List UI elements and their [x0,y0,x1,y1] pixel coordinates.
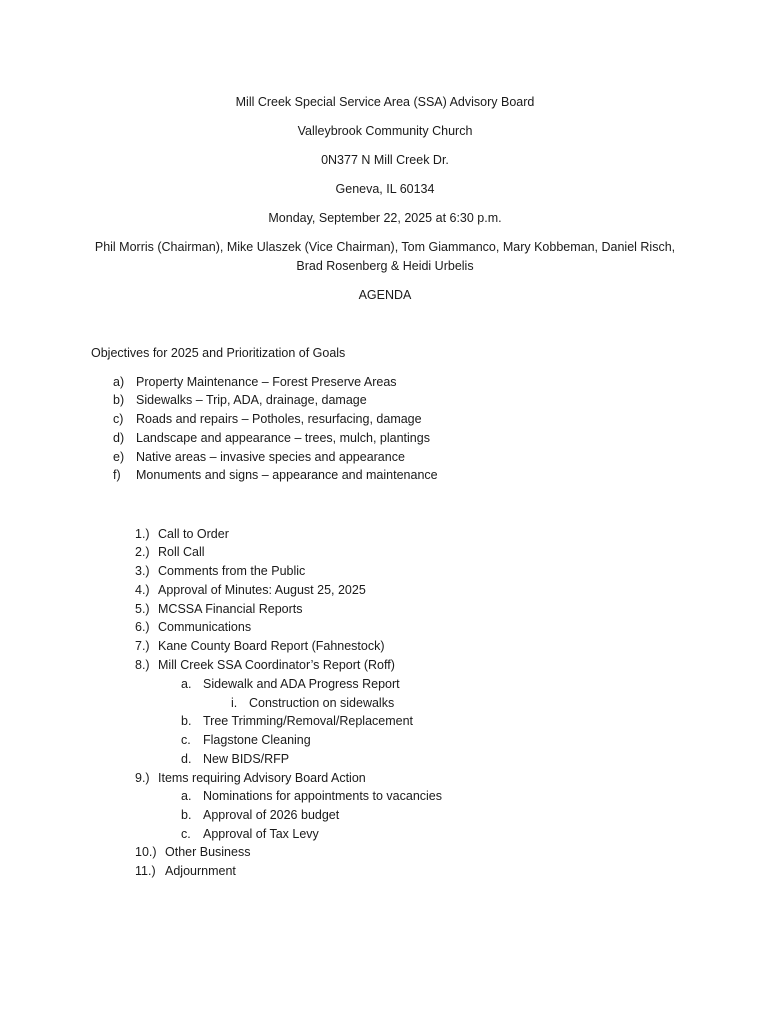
list-item-text: Roads and repairs – Potholes, resurfacing, damage [136,412,422,426]
venue-address: 0N377 N Mill Creek Dr. [321,153,449,167]
agenda-marker: 1.) [135,527,150,541]
agenda-marker: 3.) [135,564,150,578]
agenda-marker: 6.) [135,620,150,634]
agenda-marker: c. [181,733,191,747]
list-marker: b) [113,393,125,407]
agenda-marker: a. [181,789,192,803]
agenda-item-text: Approval of Tax Levy [203,827,319,841]
agenda-title: AGENDA [358,288,412,302]
list-marker: f) [113,468,121,482]
agenda-marker: 11.) [135,864,156,878]
agenda-marker: 2.) [135,545,150,559]
agenda-marker: b. [181,714,192,728]
board-members-line-1: Phil Morris (Chairman), Mike Ulaszek (Vice Chairman), Tom Giammanco, Mary Kobbeman, Daniel Risch, [94,240,676,254]
agenda-marker: 4.) [135,583,150,597]
list-marker: e) [113,450,125,464]
agenda-item-text: Construction on sidewalks [249,696,395,710]
meeting-datetime: Monday, September 22, 2025 at 6:30 p.m. [268,211,502,225]
agenda-item-text: Communications [158,620,252,634]
agenda-marker: d. [181,752,192,766]
agenda-item-text: Tree Trimming/Removal/Replacement [203,714,414,728]
list-item-text: Property Maintenance – Forest Preserve Areas [136,375,397,389]
agenda-marker: b. [181,808,192,822]
agenda-marker: 8.) [135,658,150,672]
list-marker: c) [113,412,124,426]
agenda-item-text: Nominations for appointments to vacancies [203,789,443,803]
agenda-item-text: New BIDS/RFP [203,752,290,766]
agenda-marker: 7.) [135,639,150,653]
agenda-item-text: Approval of Minutes: August 25, 2025 [158,583,366,597]
agenda-item-text: Other Business [165,845,251,859]
list-marker: a) [113,375,125,389]
agenda-marker: c. [181,827,191,841]
agenda-item-text: Adjournment [165,864,236,878]
agenda-item-text: Items requiring Advisory Board Action [158,771,366,785]
agenda-item-text: Flagstone Cleaning [203,733,311,747]
board-members-line-2: Brad Rosenberg & Heidi Urbelis [296,259,474,273]
agenda-item-text: Roll Call [158,545,205,559]
agenda-item-text: Comments from the Public [158,564,306,578]
list-item-text: Native areas – invasive species and appearance [136,450,405,464]
venue-name: Valleybrook Community Church [297,124,473,138]
agenda-marker: 9.) [135,771,150,785]
agenda-marker: 5.) [135,602,150,616]
agenda-marker: a. [181,677,192,691]
agenda-item-text: MCSSA Financial Reports [158,602,303,616]
agenda-item-text: Approval of 2026 budget [203,808,340,822]
list-marker: d) [113,431,125,445]
list-item-text: Landscape and appearance – trees, mulch, plantings [136,431,430,445]
list-item-text: Sidewalks – Trip, ADA, drainage, damage [136,393,367,407]
agenda-marker: 10.) [135,845,157,859]
venue-city: Geneva, IL 60134 [335,182,435,196]
agenda-item-text: Kane County Board Report (Fahnestock) [158,639,385,653]
agenda-item-text: Call to Order [158,527,229,541]
agenda-marker: i. [231,696,238,710]
agenda-item-text: Sidewalk and ADA Progress Report [203,677,400,691]
board-title: Mill Creek Special Service Area (SSA) Advisory Board [235,95,535,109]
objectives-heading: Objectives for 2025 and Prioritization of Goals [91,346,346,360]
agenda-item-text: Mill Creek SSA Coordinator’s Report (Roff) [158,658,395,672]
list-item-text: Monuments and signs – appearance and maintenance [136,468,438,482]
